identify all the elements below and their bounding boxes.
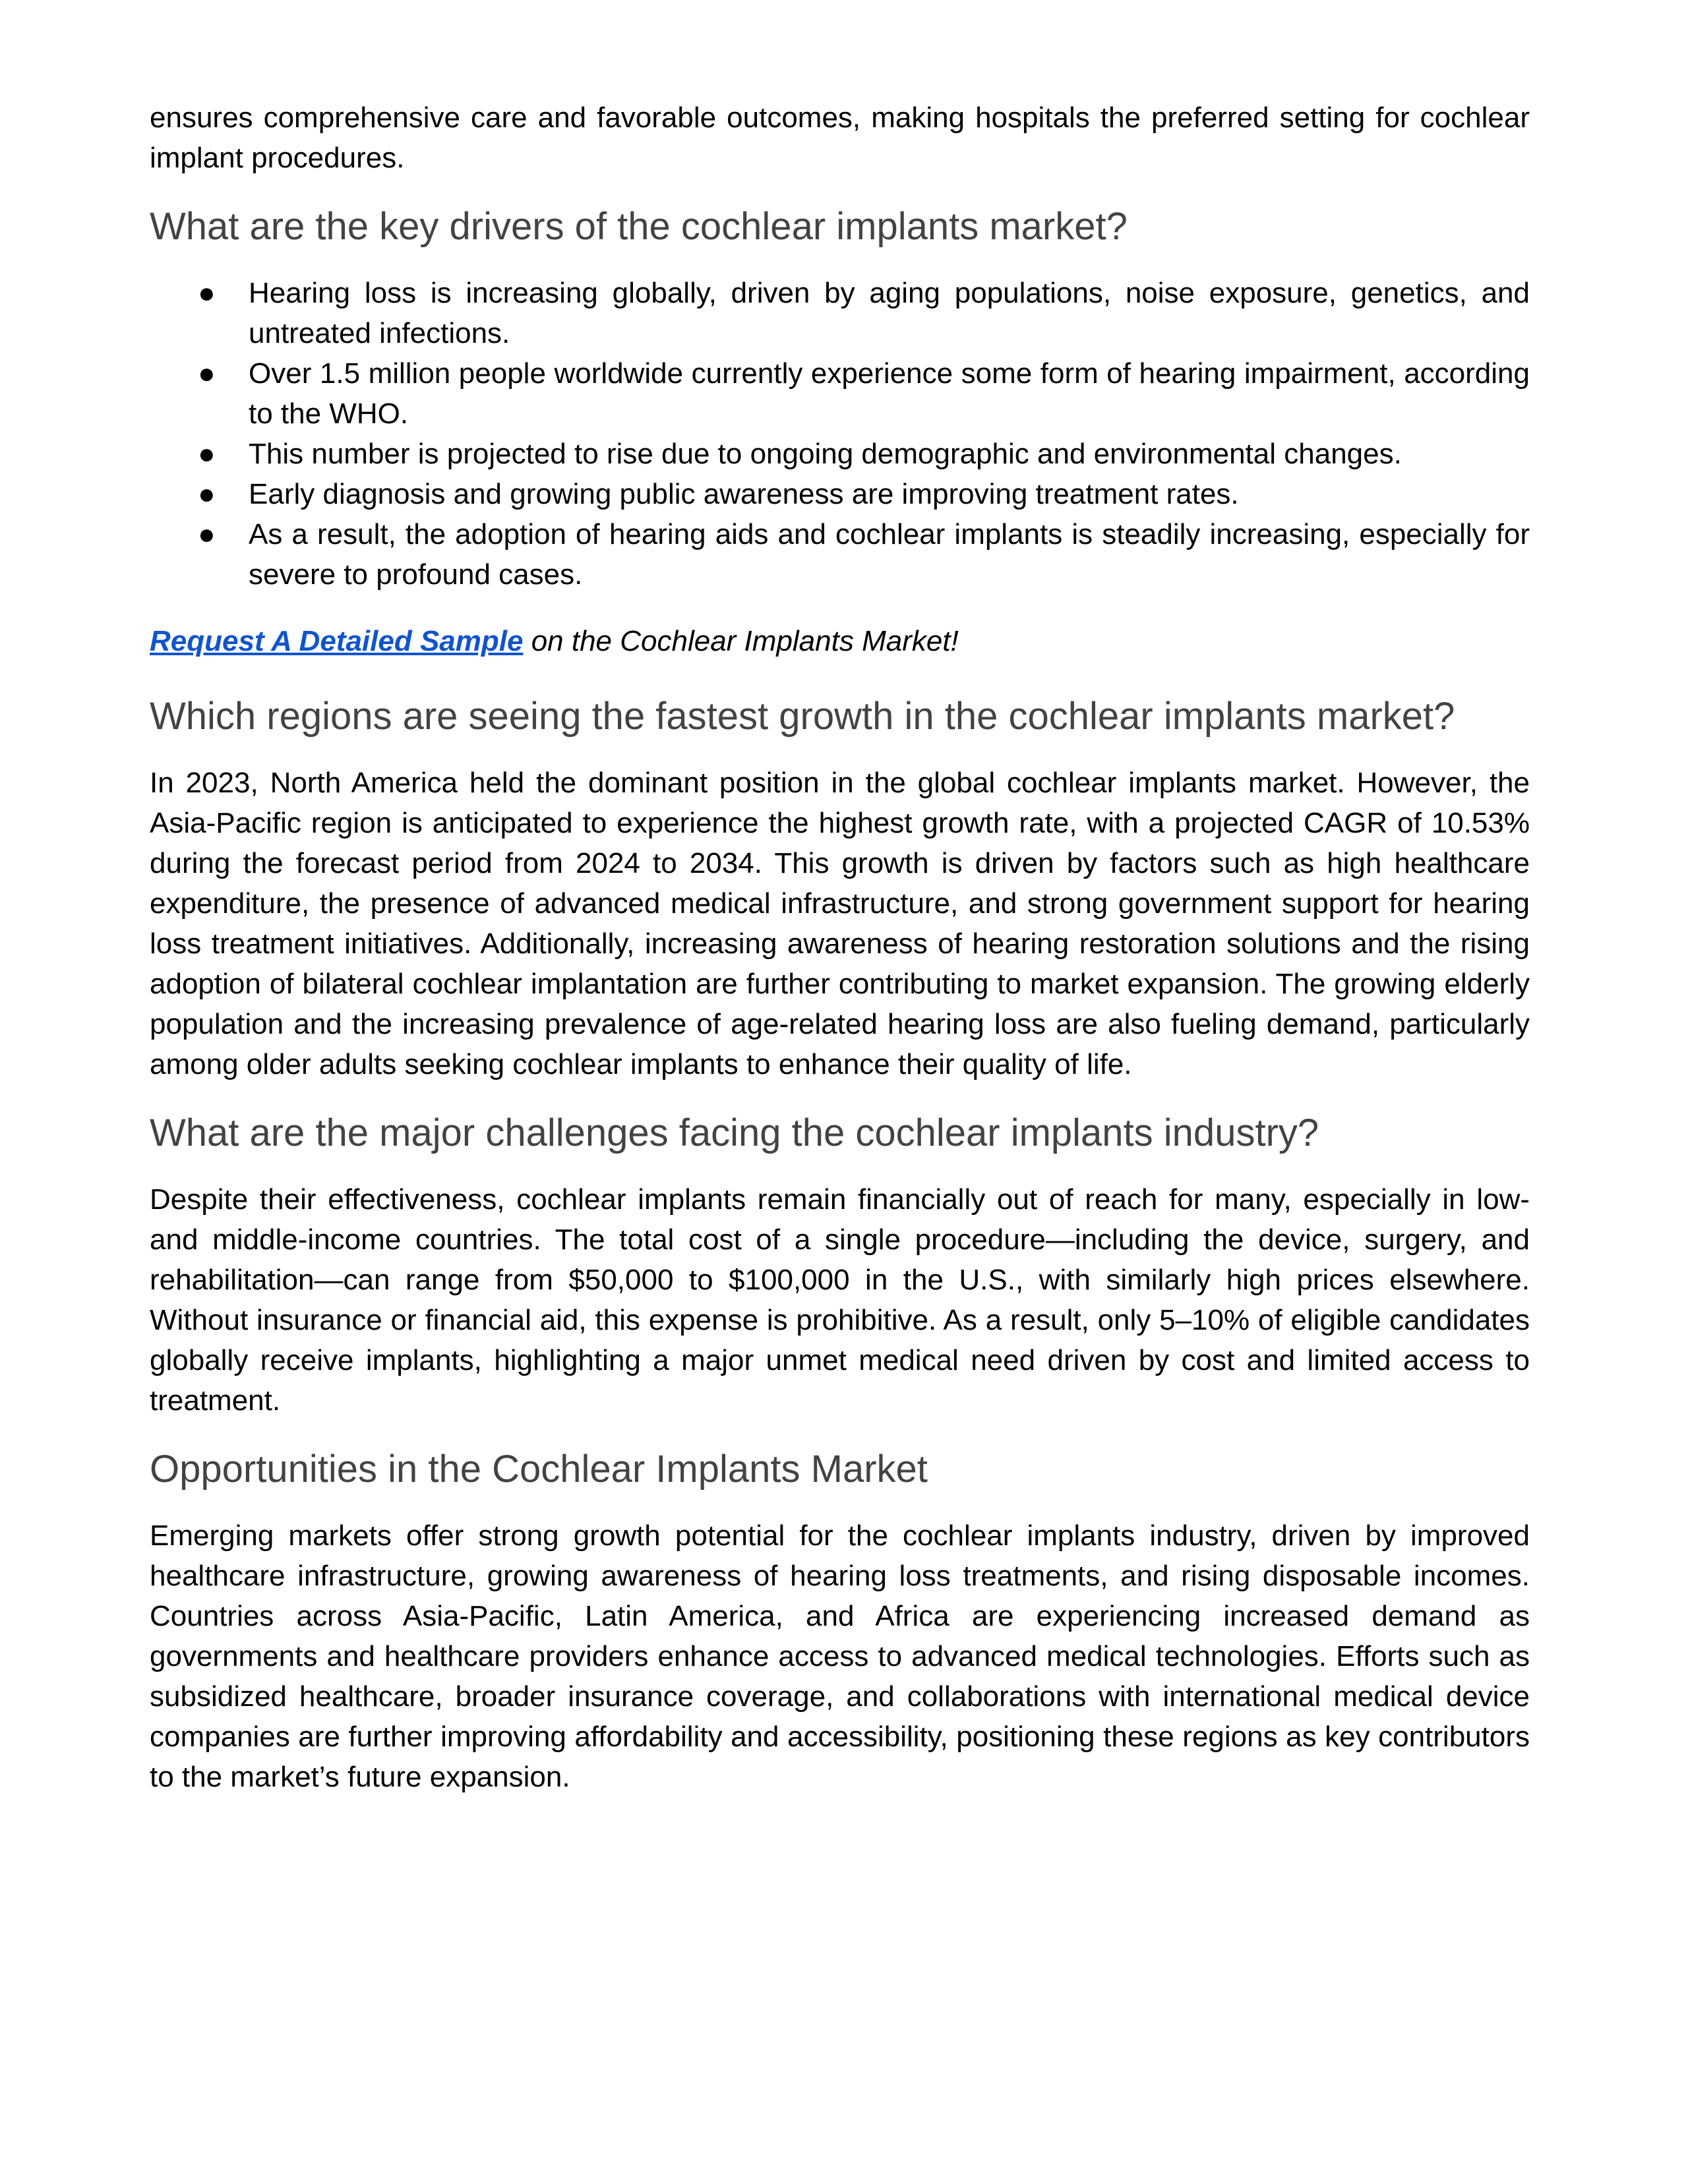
bullet-icon: ● [198,357,216,390]
bullet-icon: ● [198,438,216,470]
list-item [150,353,1530,434]
bullet-icon: ● [198,478,216,510]
list-item [150,434,1530,474]
intro-paragraph: ensures comprehensive care and favorable outcomes, making hospitals the preferred setting for cochlear implant procedures. [150,102,1530,174]
heading-fastest-growth-regions: Which regions are seeing the fastest growth in the cochlear implants market? [150,695,1455,738]
bullet-icon: ● [198,518,216,550]
document-page [150,0,1530,1797]
heading-key-drivers: What are the key drivers of the cochlear implants market? [150,205,1128,248]
regions-paragraph: In 2023, North America held the dominant position in the global cochlear implants market. However, the Asia-Pacific region is anticipated to experience the highest growth rate, with a projected CAGR of 10.53% during the forecast period from 2024 to 2034. This growth is driven by factors such as high healthcare expenditure, the presence of advanced medical infrastructure, and strong government support for hearing loss treatment initiatives. Additionally, increasing awareness of hearing restoration solutions and the rising adoption of bilateral cochlear implantation are further contributing to market expansion. The growing elderly population and the increasing prevalence of age-related hearing loss are also fueling demand, particularly among older adults seeking cochlear implants to enhance their quality of life. [150,767,1530,1080]
list-item [150,514,1530,595]
list-item-text: This number is projected to rise due to ongoing demographic and environmental changes. [249,438,1402,470]
list-item-text: Hearing loss is increasing globally, driven by aging populations, noise exposure, genetics, and untreated infections. [249,277,1530,349]
challenges-paragraph: Despite their effectiveness, cochlear implants remain financially out of reach for many, especially in low- and middle-income countries. The total cost of a single procedure—including the device, surgery, and rehabilitation—can range from $50,000 to $100,000 in the U.S., with similarly high prices elsewhere. Without insurance or financial aid, this expense is prohibitive. As a result, only 5–10% of eligible candidates globally receive implants, highlighting a major unmet medical need driven by cost and limited access to treatment. [150,1183,1530,1417]
sample-request-line [150,621,1530,661]
bullet-icon: ● [198,277,216,309]
list-item [150,474,1530,514]
list-item [150,273,1530,353]
heading-opportunities: Opportunities in the Cochlear Implants Market [150,1448,928,1490]
drivers-list [150,273,1530,595]
list-item-text: Early diagnosis and growing public awareness are improving treatment rates. [249,478,1239,510]
request-sample-link[interactable]: Request A Detailed Sample [150,625,524,657]
opportunities-paragraph: Emerging markets offer strong growth potential for the cochlear implants industry, driven by improved healthcare infrastructure, growing awareness of hearing loss treatments, and rising disposable incomes. Countries across Asia-Pacific, Latin America, and Africa are experiencing increased demand as governments and healthcare providers enhance access to advanced medical technologies. Efforts such as subsidized healthcare, broader insurance coverage, and collaborations with international medical device companies are further improving affordability and accessibility, positioning these regions as key contributors to the market’s future expansion. [150,1520,1530,1793]
sample-request-suffix: on the Cochlear Implants Market! [523,625,959,657]
list-item-text: Over 1.5 million people worldwide currently experience some form of hearing impairment, according to the WHO. [249,357,1530,430]
list-item-text: As a result, the adoption of hearing aids and cochlear implants is steadily increasing, especially for severe to profound cases. [249,518,1530,591]
heading-major-challenges: What are the major challenges facing the cochlear implants industry? [150,1111,1319,1154]
